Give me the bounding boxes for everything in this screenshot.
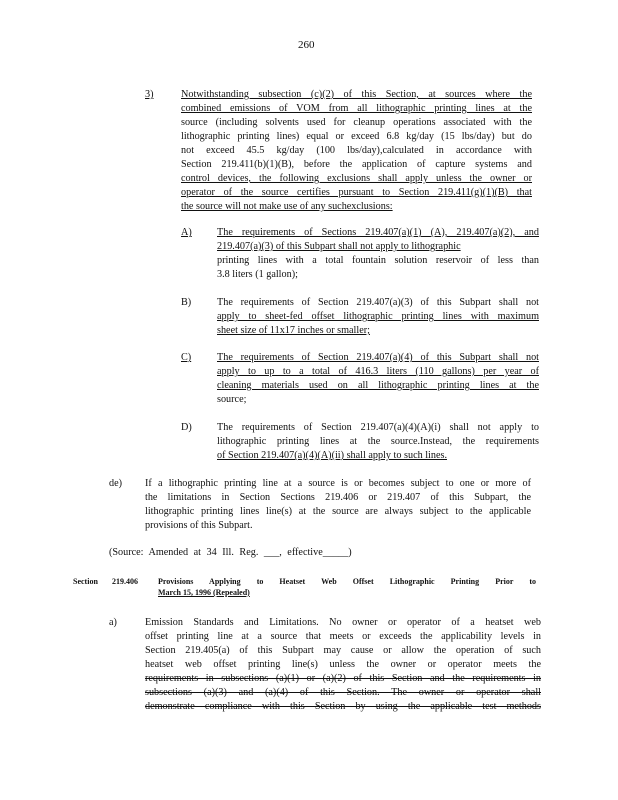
text-line: of Section 219.407(a)(4)(A)(ii) shall apply to such lines.	[217, 450, 448, 461]
text-line: requirements in subsections (a)(1) or (a)(2) of this Section and the requirements in	[145, 673, 541, 684]
text-line: 3.8 liters (1 gallon);	[217, 269, 298, 280]
text-line: The requirements of Section 219.407(a)(3) of this Subpart shall not	[217, 297, 539, 308]
subitem-c-paragraph	[217, 351, 539, 407]
subitem-d-paragraph	[217, 421, 539, 463]
subitem-c-label: C)	[181, 352, 192, 363]
section-title-line: March 15, 1996 (Repealed)	[158, 588, 250, 597]
text-line: combined emissions of VOM from all lithographic printing lines at the	[181, 103, 532, 114]
text-line: the limitations in Section Sections 219.406 or 219.407 of this Subpart, the	[145, 492, 531, 503]
text-line: the source will not make use of any suchexclusions:	[181, 201, 393, 212]
section-label: Section	[73, 577, 98, 586]
subitem-a-label: A)	[181, 227, 192, 238]
text-line: source;	[217, 394, 247, 405]
text-line: provisions of this Subpart.	[145, 520, 253, 531]
text-line: not exceed 45.5 kg/day (100 lbs/day),calculated in accordance with	[181, 145, 532, 156]
section-title-line: Provisions Applying to Heatset Web Offset Lithographic Printing Prior to	[158, 577, 536, 586]
text-line: Section 219.411(b)(1)(B), before the application of capture systems and	[181, 159, 532, 170]
text-line: Section 219.405(a) of this Subpart may cause or allow the operation of such	[145, 645, 541, 656]
text-line: The requirements of Section 219.407(a)(4)(A)(i) shall not apply to	[217, 422, 539, 433]
text-line: printing lines with a total fountain solution reservoir of less than	[217, 255, 539, 266]
text-line: offset printing line at a source that meets or exceeds the applicability levels in	[145, 631, 541, 642]
text-line: If a lithographic printing line at a source is or becomes subject to one or more of	[145, 478, 531, 489]
text-line: The requirements of Section 219.407(a)(4) of this Subpart shall not	[217, 352, 539, 363]
section-title	[158, 576, 536, 598]
text-line: Notwithstanding subsection (c)(2) of this Section, at sources where the	[181, 89, 532, 100]
text-line: sheet size of 11x17 inches or smaller;	[217, 325, 370, 336]
item-3-label: 3)	[145, 89, 154, 100]
subitem-a-paragraph	[217, 226, 539, 282]
subitem-b-paragraph	[217, 296, 539, 338]
text-line: cleaning materials used on all lithographic printing lines at the	[217, 380, 539, 391]
item-de-paragraph	[145, 477, 531, 533]
text-line: lithographic printing lines) equal or exceed 6.8 kg/day (15 lbs/day) but do	[181, 131, 532, 142]
item-a-label: a)	[109, 617, 117, 628]
text-line: heatset web offset printing line(s) unless the owner or operator meets the	[145, 659, 541, 670]
text-line: apply to sheet-fed offset lithographic printing lines with maximum	[217, 311, 539, 322]
text-line: apply to up to a total of 416.3 liters (110 gallons) per year of	[217, 366, 539, 377]
item-a-paragraph	[145, 616, 541, 714]
item-de-label: de)	[109, 478, 123, 489]
text-line: control devices, the following exclusions shall apply unless the owner or	[181, 173, 532, 184]
text-line: operator of the source certifies pursuant to Section 219.411(g)(1)(B) that	[181, 187, 532, 198]
subitem-b-label: B)	[181, 297, 192, 308]
text-line: 219.407(a)(3) of this Subpart shall not apply to lithographic	[217, 241, 461, 252]
subitem-d-label: D)	[181, 422, 192, 433]
text-line: lithographic printing lines at the source.Instead, the requirements	[217, 436, 539, 447]
text-line: source (including solvents used for cleanup operations associated with the	[181, 117, 532, 128]
page-number: 260	[298, 39, 315, 51]
item-3-paragraph	[181, 88, 532, 214]
text-line: The requirements of Sections 219.407(a)(1) (A), 219.407(a)(2), and	[217, 227, 539, 238]
text-line: demonstrate compliance with this Section by using the applicable test methods	[145, 701, 541, 712]
section-number: 219.406	[112, 577, 138, 586]
text-line: lithographic printing lines line(s) at the source are always subject to the applicable	[145, 506, 531, 517]
text-line: subsections (a)(3) and (a)(4) of this Section. The owner or operator shall	[145, 687, 541, 698]
source-note: (Source: Amended at 34 Ill. Reg. ___, effective_____)	[109, 547, 352, 558]
text-line: Emission Standards and Limitations. No owner or operator of a heatset web	[145, 617, 541, 628]
